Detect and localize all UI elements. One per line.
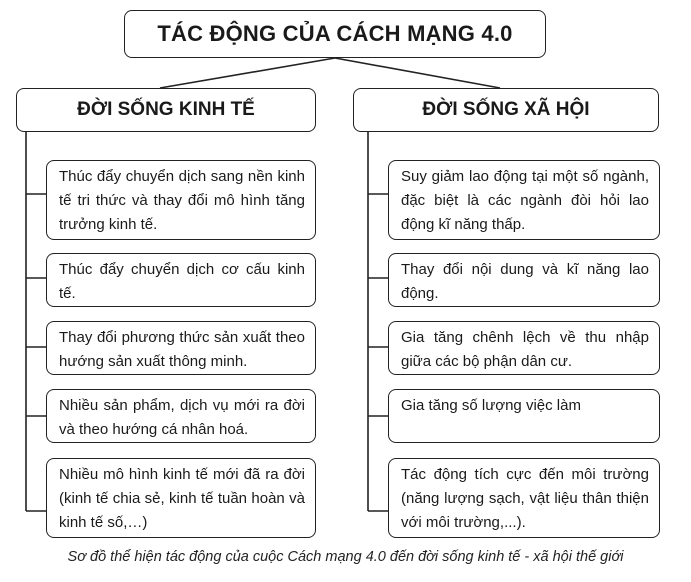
social-item-2: Thay đổi nội dung và kĩ năng lao động. bbox=[388, 253, 660, 307]
economic-item-1: Thúc đẩy chuyển dịch sang nền kinh tế tri thức và thay đổi mô hình tăng trưởng kinh tế. bbox=[46, 160, 316, 240]
economic-item-2: Thúc đẩy chuyển dịch cơ cấu kinh tế. bbox=[46, 253, 316, 307]
heading-economic-life: ĐỜI SỐNG KINH TẾ bbox=[16, 88, 316, 132]
diagram-title: TÁC ĐỘNG CỦA CÁCH MẠNG 4.0 bbox=[124, 10, 546, 58]
social-item-4: Gia tăng số lượng việc làm bbox=[388, 389, 660, 443]
figure-caption: Sơ đồ thể hiện tác động của cuộc Cách mạng 4.0 đến đời sống kinh tế - xã hội thế giới bbox=[67, 549, 624, 565]
heading-social-life: ĐỜI SỐNG XÃ HỘI bbox=[353, 88, 659, 132]
social-item-3: Gia tăng chênh lệch về thu nhập giữa các bộ phận dân cư. bbox=[388, 321, 660, 375]
social-item-1: Suy giảm lao động tại một số ngành, đặc biệt là các ngành đòi hỏi lao động kĩ năng thấp. bbox=[388, 160, 660, 240]
economic-item-5: Nhiều mô hình kinh tế mới đã ra đời (kinh tế chia sẻ, kinh tế tuần hoàn và kinh tế số,…) bbox=[46, 458, 316, 538]
economic-item-3: Thay đổi phương thức sản xuất theo hướng sản xuất thông minh. bbox=[46, 321, 316, 375]
social-item-5: Tác động tích cực đến môi trường (năng lượng sạch, vật liệu thân thiện với môi trường,...). bbox=[388, 458, 660, 538]
connector-title-to-left bbox=[160, 58, 335, 88]
connector-title-to-right bbox=[335, 58, 500, 88]
economic-item-4: Nhiều sản phẩm, dịch vụ mới ra đời và theo hướng cá nhân hoá. bbox=[46, 389, 316, 443]
